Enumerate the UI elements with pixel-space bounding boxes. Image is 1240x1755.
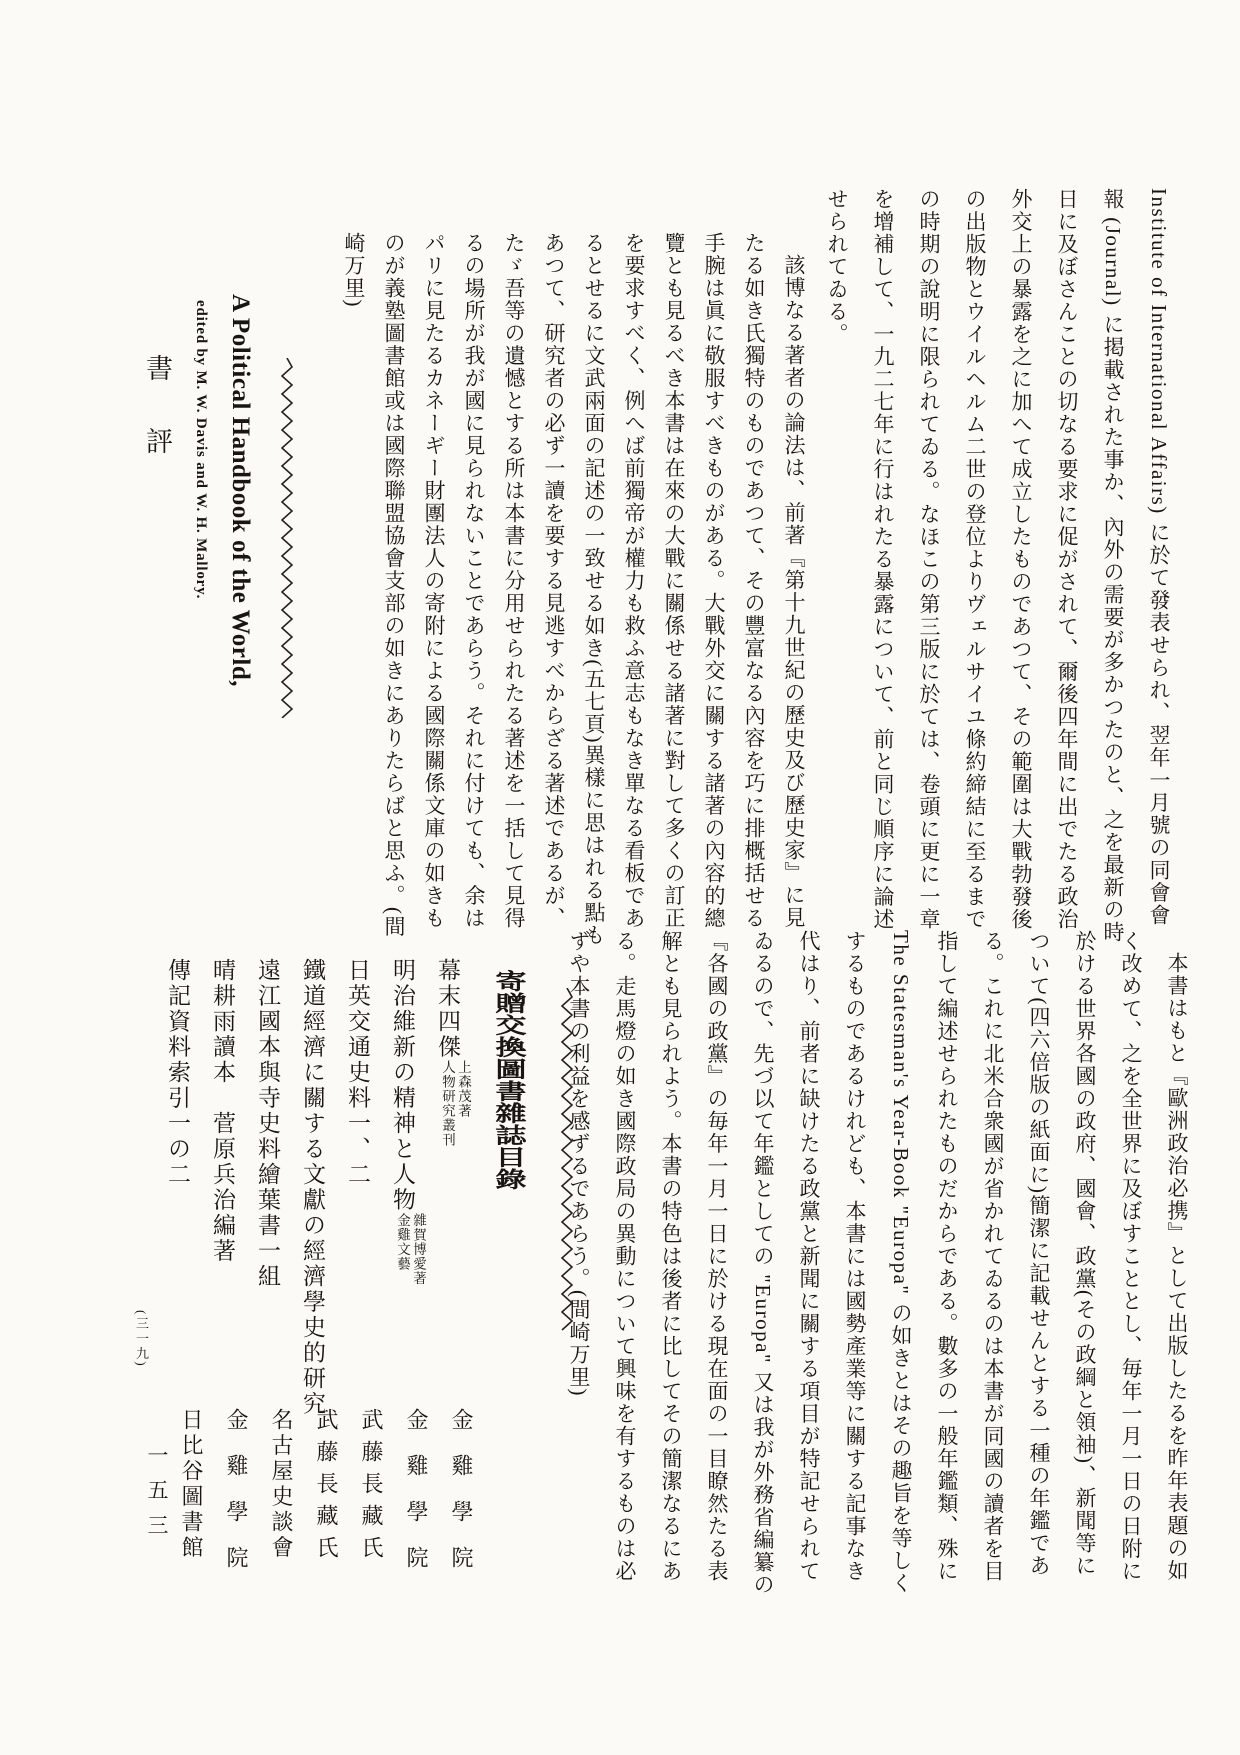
previous-review-text xyxy=(277,188,1182,948)
note-series: 人物研究叢刊 xyxy=(440,1060,455,1147)
catalog-entry-donor: 金雞學院 xyxy=(224,1408,249,1592)
catalog-entry-title: 明治維新の精神と人物 xyxy=(390,958,415,1213)
catalog-entry-donor: 武藤長藏氏 xyxy=(359,1408,384,1568)
page-title: 書評 xyxy=(142,354,172,500)
catalog-entry-title: 遠江國本與寺史料繪葉書一組 xyxy=(255,958,280,1290)
catalog-heading: 寄贈交換圖書雜誌目錄 xyxy=(491,970,527,1190)
catalog-entry xyxy=(202,958,242,1264)
reviewed-book-byline: edited by M. W. Davis and W. H. Mallory. xyxy=(193,300,209,600)
review-paragraph: Institute of International Affairs) に於て發表せられ、翌年一月號の同會會報 (Journal) に掲載された事か、內外の需要が多かつたのと、之を最新の時日に及ぼさんことの切なる要求に促がされて、爾後四年間に出でたる政治外交上の暴露を之に加へて成立したものであつて、その範圍は大戰勃發後の出版物とウイルヘルム二世の登位よりヴェルサイユ條約締結に至るまでの時期の說明に限られてゐる。なほこの第三版に於ては、卷頭に更に一章を增補して、一九二七年に行はれたる暴露について、前と同じ順序に論述せられてゐる。 xyxy=(825,188,1171,944)
catalog-entry xyxy=(157,958,197,1188)
wavy-divider xyxy=(560,988,574,1338)
catalog-entry xyxy=(337,958,377,1188)
catalog-entry-donor: 金雞學院 xyxy=(404,1408,429,1592)
catalog-entry-donor: 日比谷圖書館 xyxy=(179,1408,204,1561)
catalog-entry-title: 幕末四傑 xyxy=(435,958,460,1060)
page-number: 一五三 xyxy=(145,1444,169,1549)
catalog-entry xyxy=(247,958,287,1290)
note-series: 金雞文藝 xyxy=(395,1213,410,1271)
catalog-entry-donor: 名古屋史談會 xyxy=(269,1408,294,1561)
note-author: 雜賀博愛著 xyxy=(411,1213,426,1286)
wavy-divider xyxy=(280,358,294,718)
catalog-entry xyxy=(427,958,479,1147)
catalog-entry xyxy=(292,958,332,1417)
review-paragraph: 該博なる著者の論法は、前著『第十九世紀の歷史及び歷史家』に見たる如き氏獨特のものであつて、その豐富なる內容を巧に排概括せる手腕は眞に敬服すべきものがある。大戰外交に關する諸著の內容的總覽とも見るべき本書は在來の大戰に關係せる諸著に對して多くの訂正を要求すべく、例へば前獨帝が權力も救ふ意志もなき單なる看板であるとせるに文武兩面の記述の一致せる如き(五七頁)異樣に思はれる點もあつて、研究者の必ず一讀を要する見逃すべからざる著述であるが、たゞ吾等の遺憾とする所は本書に分用せられたる著述を一括して見得るの場所が我が國に見られないことであらう。それに付けても、余はパリに見たるカネーギー財團法人の寄附による國際關係文庫の如きものが義塾圖書館或は國際聯盟協會支部の如きにありたらばと思ふ。(間崎万里) xyxy=(342,232,806,947)
reviewed-book-title: A Political Handbook of the World, xyxy=(227,294,254,687)
note-author: 上森茂著 xyxy=(456,1060,471,1118)
catalog-entry-note xyxy=(394,1213,426,1286)
review-paragraph: 本書はもと『歐洲政治必携』として出版したるを昨年表題の如く改めて、之を全世界に及ぼすこととし、毎年一月一日の日附に於ける世界各國の政府、國會、政黨(その政綱と領袖)、新聞等について(四六倍版の紙面に)簡潔に記載せんとする一種の年鑑である。これに北米合衆國が省かれてゐるのは本書が同國の讀者を目指して編述せられたものだからである。數多の一般年鑑類、殊に The Statesman's Year-Book "Europa" の如きとはその趣旨を等しくするものであるけれども、本書には國勢產業等に關する記事なき代はり、前者に缺けたる政黨と新聞に關する項目が特記せられてゐるので、先づ以て年鑑としての "Europa" 又は我が外務省編纂の『各國の政黨』の毎年一月一日に於ける現在面の一目瞭然たる表解とも見られよう。本書の特色は後者に比してその簡潔なるにある。走馬燈の如き國際政局の異動について興味を有するものは必ずや本書の利益を感ずるであらう。(間崎万里) xyxy=(567,930,1189,1596)
catalog-entry xyxy=(382,958,434,1286)
catalog-entry-donor: 武藤長藏氏 xyxy=(314,1408,339,1568)
folio-number: (三一九) xyxy=(134,1310,149,1368)
handbook-review-text xyxy=(530,930,1200,1598)
catalog-entry-donor: 金雞學院 xyxy=(449,1408,474,1592)
catalog-entry-note xyxy=(439,1060,471,1147)
catalog-entry-title: 晴耕雨讀本 菅原兵治編著 xyxy=(210,958,235,1264)
catalog-entry-title: 鐵道經濟に關する文獻の經濟學史的研究 xyxy=(300,958,325,1417)
catalog-entry-title: 日英交通史料一、二 xyxy=(345,958,370,1188)
catalog-entry-title: 傳記資料索引一の二 xyxy=(165,958,190,1188)
